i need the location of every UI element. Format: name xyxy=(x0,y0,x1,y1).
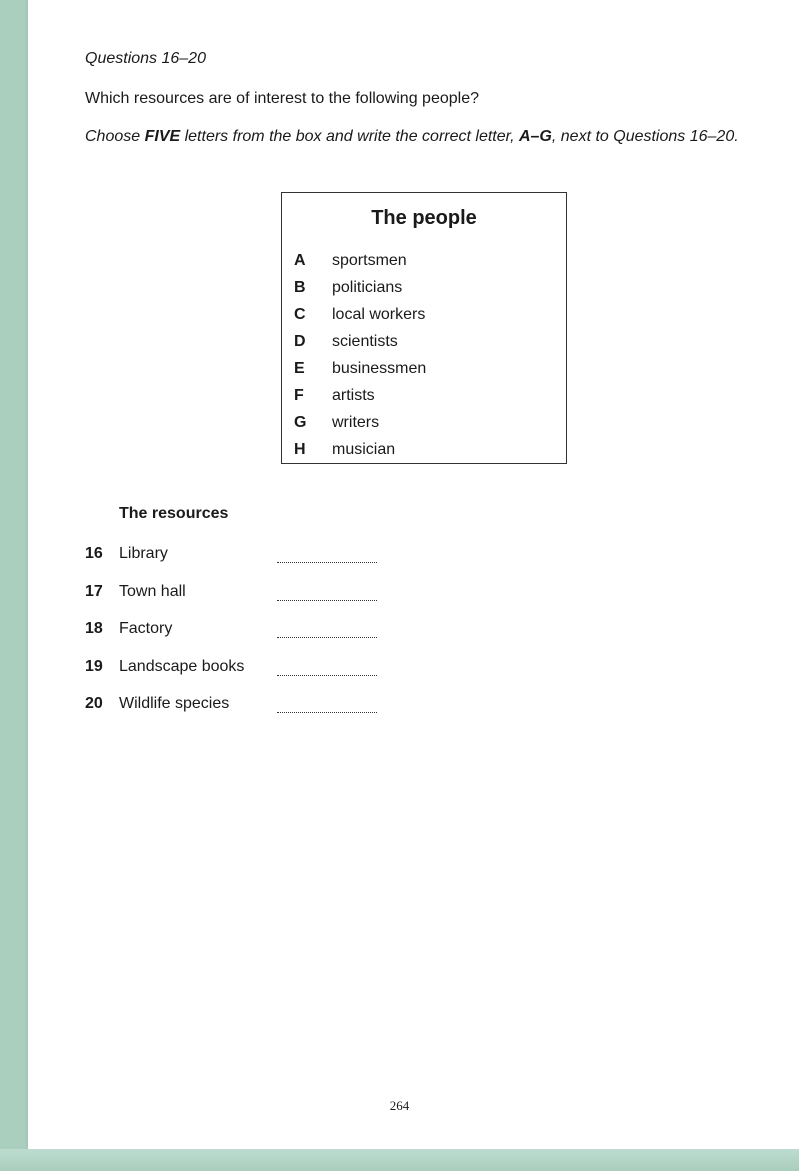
people-item xyxy=(294,301,426,328)
people-label: artists xyxy=(332,386,375,404)
instruction-middle: letters from the box and write the correct letter, xyxy=(180,128,519,145)
answer-blank[interactable] xyxy=(277,637,377,638)
people-letter: B xyxy=(294,278,306,296)
answer-blank[interactable] xyxy=(277,600,377,601)
answer-blank[interactable] xyxy=(277,675,377,676)
question-number: 20 xyxy=(85,695,103,712)
question-number: 19 xyxy=(85,657,103,675)
question-number: 17 xyxy=(85,582,103,600)
resource-label: Library xyxy=(119,545,168,562)
resource-label: Town hall xyxy=(119,582,186,600)
people-box-title: The people xyxy=(371,207,477,229)
people-label: businessmen xyxy=(332,359,427,377)
people-letter: C xyxy=(294,305,306,323)
resource-item xyxy=(85,693,385,731)
instruction-suffix: , next to Questions 16–20. xyxy=(551,128,739,145)
people-letter: G xyxy=(294,413,307,431)
page-edge xyxy=(0,1149,799,1171)
people-item xyxy=(294,436,426,463)
people-label: musician xyxy=(332,440,396,458)
resource-item xyxy=(85,543,385,581)
resource-label: Wildlife species xyxy=(119,695,230,712)
resources-list xyxy=(85,543,385,731)
resource-label: Landscape books xyxy=(119,657,245,675)
resource-item xyxy=(85,581,385,619)
people-letter: E xyxy=(294,359,305,377)
people-label: writers xyxy=(332,413,380,431)
people-letter: F xyxy=(294,386,304,404)
resource-label: Factory xyxy=(119,620,173,637)
instruction-prefix: Choose xyxy=(85,128,145,145)
resource-item xyxy=(85,618,385,656)
people-list xyxy=(294,247,426,463)
question-prompt: Which resources are of interest to the following people? xyxy=(85,90,479,107)
people-item xyxy=(294,382,426,409)
answer-blank[interactable] xyxy=(277,562,377,563)
resource-item xyxy=(85,656,385,694)
resources-heading: The resources xyxy=(119,505,229,522)
answer-blank[interactable] xyxy=(277,712,377,713)
people-item xyxy=(294,247,426,274)
people-item xyxy=(294,409,426,436)
people-label: scientists xyxy=(332,332,398,350)
question-number: 16 xyxy=(85,545,103,562)
instruction-emphasis: FIVE xyxy=(144,128,181,145)
questions-heading: Questions 16–20 xyxy=(85,50,206,67)
people-label: sportsmen xyxy=(332,251,407,269)
people-box xyxy=(281,192,567,464)
people-letter: H xyxy=(294,440,306,458)
question-number: 18 xyxy=(85,620,103,637)
people-item xyxy=(294,355,426,382)
instruction-range: A–G xyxy=(518,128,552,145)
question-instruction xyxy=(85,128,739,146)
people-label: politicians xyxy=(332,278,403,296)
people-item xyxy=(294,274,426,301)
people-letter: A xyxy=(294,251,306,269)
people-label: local workers xyxy=(332,305,426,323)
people-letter: D xyxy=(294,332,306,350)
people-item xyxy=(294,328,426,355)
page-number: 264 xyxy=(389,1098,410,1113)
